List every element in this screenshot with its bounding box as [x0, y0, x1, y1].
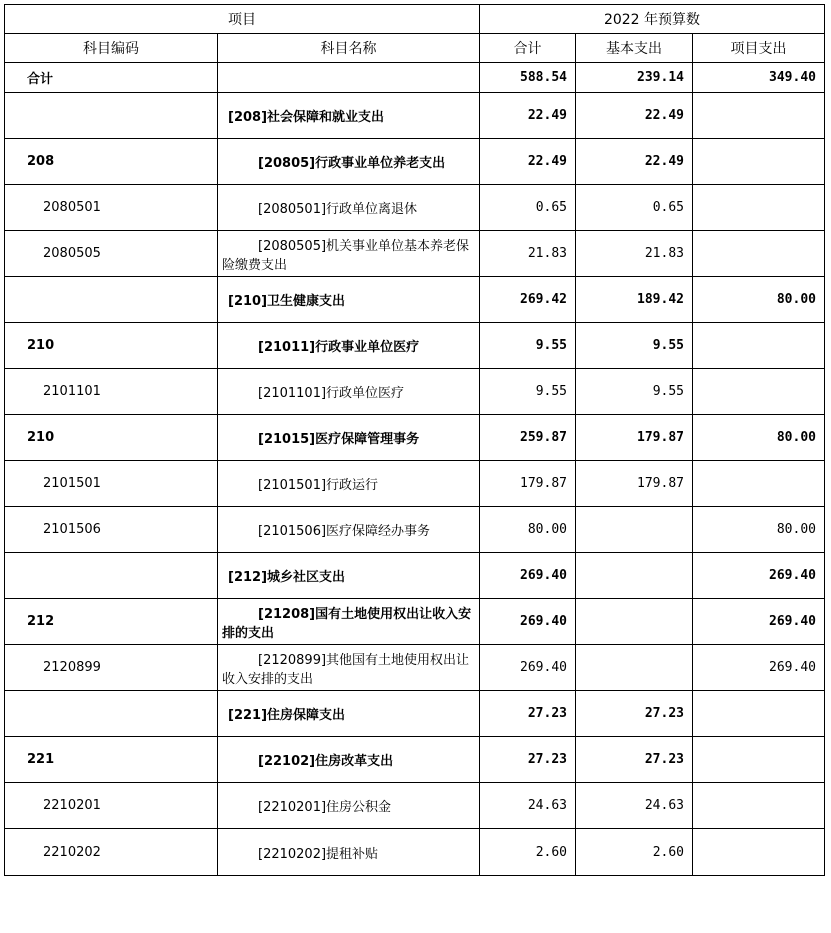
table-row	[5, 461, 825, 507]
row-name: [21208]国有土地使用权出让收入安排的支出	[218, 599, 480, 645]
row-name: [212]城乡社区支出	[218, 553, 480, 599]
row-project: 269.40	[693, 599, 825, 645]
row-code: 合计	[5, 63, 218, 93]
row-name: [21011]行政事业单位医疗	[218, 323, 480, 369]
header-col-total: 合计	[480, 34, 576, 63]
row-total: 179.87	[480, 461, 576, 507]
table-row	[5, 323, 825, 369]
row-total: 588.54	[480, 63, 576, 93]
row-name: [21015]医疗保障管理事务	[218, 415, 480, 461]
row-total: 21.83	[480, 231, 576, 277]
row-code: 2210202	[5, 829, 218, 876]
row-total: 27.23	[480, 691, 576, 737]
table-row	[5, 63, 825, 93]
row-basic: 9.55	[576, 369, 693, 415]
row-name: [20805]行政事业单位养老支出	[218, 139, 480, 185]
row-name	[218, 63, 480, 93]
row-basic: 27.23	[576, 691, 693, 737]
row-total: 27.23	[480, 737, 576, 783]
table-row	[5, 783, 825, 829]
row-basic: 179.87	[576, 461, 693, 507]
row-code	[5, 691, 218, 737]
row-name: [2210201]住房公积金	[218, 783, 480, 829]
row-project: 349.40	[693, 63, 825, 93]
table-row	[5, 93, 825, 139]
row-basic: 24.63	[576, 783, 693, 829]
row-project: 80.00	[693, 277, 825, 323]
row-name: [2080501]行政单位离退休	[218, 185, 480, 231]
row-basic: 179.87	[576, 415, 693, 461]
row-name: [2210202]提租补贴	[218, 829, 480, 876]
row-project: 80.00	[693, 415, 825, 461]
header-group-label: 项目	[5, 5, 480, 34]
row-code: 2080505	[5, 231, 218, 277]
row-total: 269.40	[480, 599, 576, 645]
row-basic	[576, 553, 693, 599]
row-project	[693, 461, 825, 507]
row-name: [208]社会保障和就业支出	[218, 93, 480, 139]
row-basic: 27.23	[576, 737, 693, 783]
row-project	[693, 185, 825, 231]
row-basic: 189.42	[576, 277, 693, 323]
row-project	[693, 691, 825, 737]
row-project	[693, 139, 825, 185]
row-total: 9.55	[480, 369, 576, 415]
row-total: 269.42	[480, 277, 576, 323]
row-total: 24.63	[480, 783, 576, 829]
row-project	[693, 369, 825, 415]
table-row	[5, 599, 825, 645]
row-code: 210	[5, 323, 218, 369]
row-project	[693, 93, 825, 139]
header-row-columns	[5, 34, 825, 63]
row-code: 208	[5, 139, 218, 185]
budget-table	[4, 4, 825, 876]
row-total: 80.00	[480, 507, 576, 553]
table-row	[5, 231, 825, 277]
row-name: [221]住房保障支出	[218, 691, 480, 737]
row-code: 2101101	[5, 369, 218, 415]
table-row	[5, 737, 825, 783]
row-project: 269.40	[693, 553, 825, 599]
row-basic: 9.55	[576, 323, 693, 369]
row-code: 2080501	[5, 185, 218, 231]
row-code: 2101506	[5, 507, 218, 553]
table-row	[5, 691, 825, 737]
row-basic	[576, 599, 693, 645]
row-name: [2101501]行政运行	[218, 461, 480, 507]
table-row	[5, 645, 825, 691]
row-total: 269.40	[480, 553, 576, 599]
header-year-label: 2022 年预算数	[480, 5, 825, 34]
row-code: 2210201	[5, 783, 218, 829]
row-project	[693, 231, 825, 277]
row-code: 2120899	[5, 645, 218, 691]
row-code: 2101501	[5, 461, 218, 507]
row-total: 0.65	[480, 185, 576, 231]
row-basic: 22.49	[576, 139, 693, 185]
row-code: 210	[5, 415, 218, 461]
table-row	[5, 277, 825, 323]
header-col-project: 项目支出	[693, 34, 825, 63]
row-name: [2101506]医疗保障经办事务	[218, 507, 480, 553]
row-code	[5, 93, 218, 139]
row-name: [22102]住房改革支出	[218, 737, 480, 783]
row-code: 221	[5, 737, 218, 783]
table-row	[5, 369, 825, 415]
row-total: 269.40	[480, 645, 576, 691]
table-row	[5, 415, 825, 461]
row-total: 259.87	[480, 415, 576, 461]
header-col-name: 科目名称	[218, 34, 480, 63]
row-basic: 21.83	[576, 231, 693, 277]
row-project	[693, 737, 825, 783]
row-basic	[576, 507, 693, 553]
row-total: 22.49	[480, 139, 576, 185]
row-total: 2.60	[480, 829, 576, 876]
row-total: 22.49	[480, 93, 576, 139]
row-code	[5, 553, 218, 599]
header-col-basic: 基本支出	[576, 34, 693, 63]
table-row	[5, 829, 825, 876]
row-basic: 0.65	[576, 185, 693, 231]
row-basic	[576, 645, 693, 691]
row-project: 80.00	[693, 507, 825, 553]
row-basic: 22.49	[576, 93, 693, 139]
header-col-code: 科目编码	[5, 34, 218, 63]
table-row	[5, 139, 825, 185]
table-row	[5, 507, 825, 553]
header-row-group	[5, 5, 825, 34]
row-name: [2101101]行政单位医疗	[218, 369, 480, 415]
row-total: 9.55	[480, 323, 576, 369]
row-basic: 2.60	[576, 829, 693, 876]
row-project: 269.40	[693, 645, 825, 691]
row-name: [2120899]其他国有土地使用权出让收入安排的支出	[218, 645, 480, 691]
row-project	[693, 323, 825, 369]
row-basic: 239.14	[576, 63, 693, 93]
row-code: 212	[5, 599, 218, 645]
row-code	[5, 277, 218, 323]
row-project	[693, 783, 825, 829]
table-row	[5, 185, 825, 231]
table-row	[5, 553, 825, 599]
row-project	[693, 829, 825, 876]
row-name: [210]卫生健康支出	[218, 277, 480, 323]
row-name: [2080505]机关事业单位基本养老保险缴费支出	[218, 231, 480, 277]
